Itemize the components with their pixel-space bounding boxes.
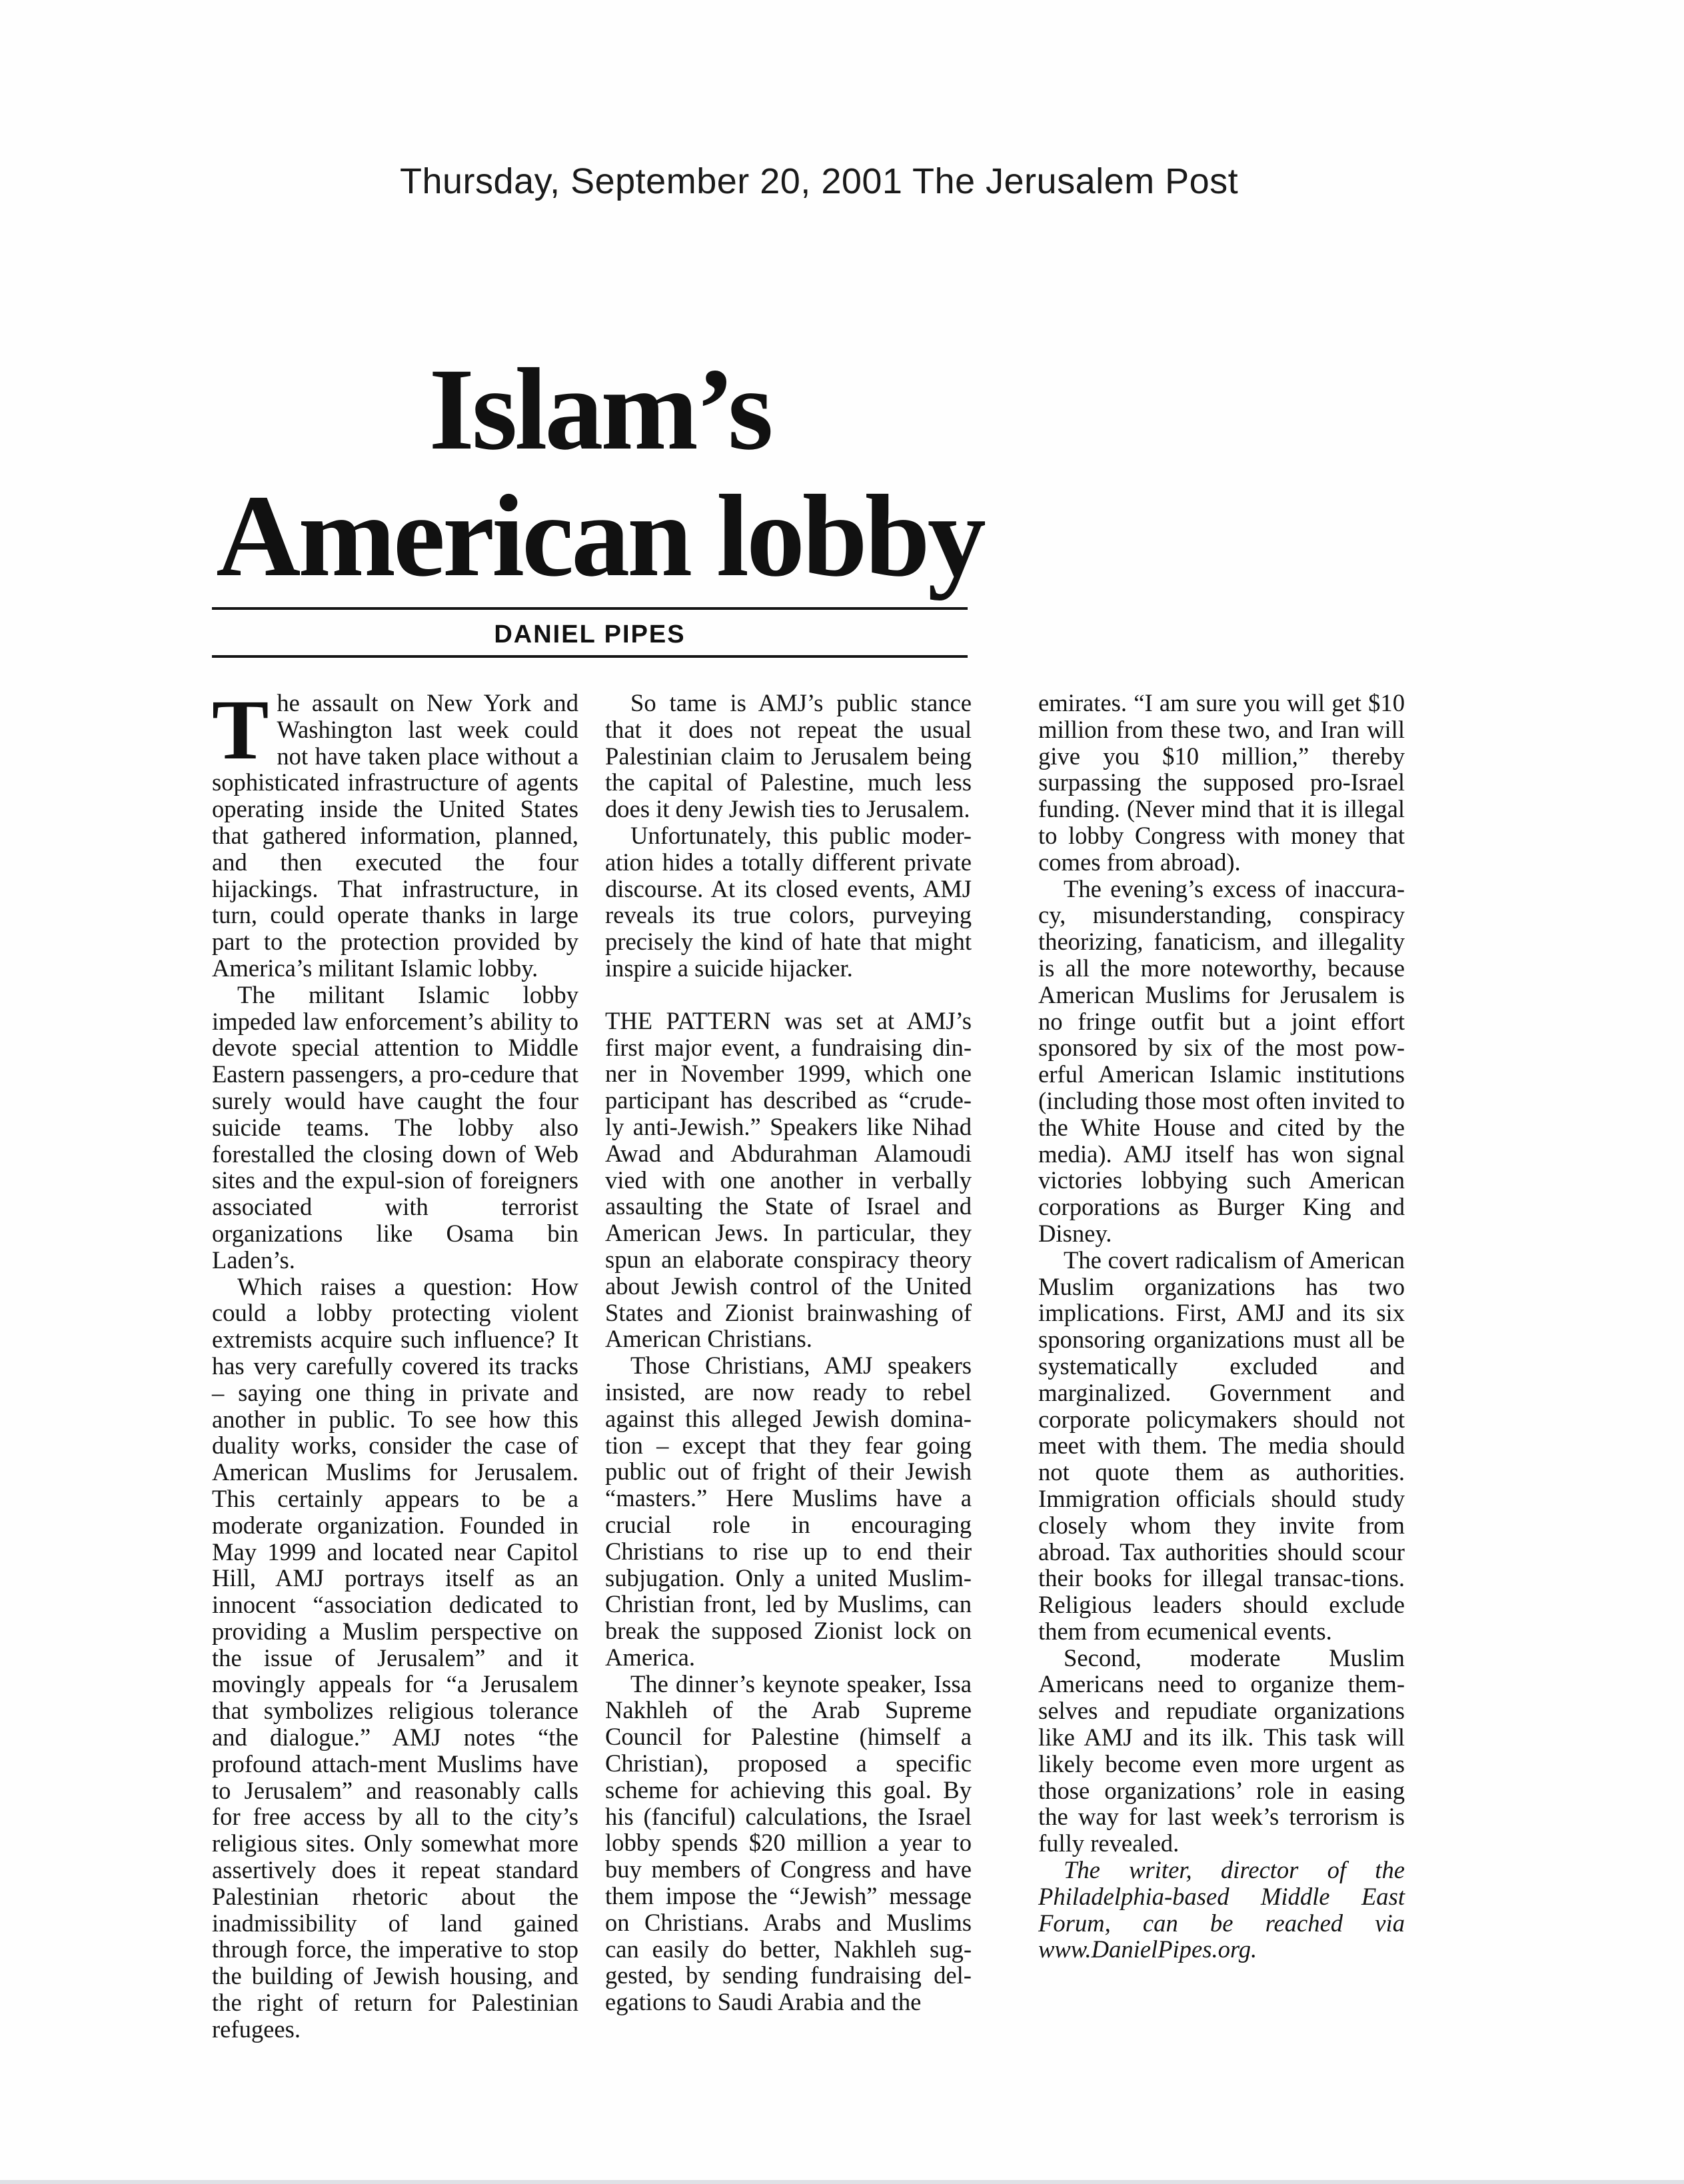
article-paragraph	[212, 682, 578, 982]
scan-edge	[0, 2180, 1684, 2184]
article-paragraph: emirates. “I am sure you will get $10 million from these two, and Iran will give you $10 million,” thereby surpassing the supposed pro-Israel funding. (Never mind that it is illegal to lobby Congress with money that comes from abroad).	[1038, 689, 1405, 876]
article-column-3	[1038, 690, 1405, 1963]
article-paragraph: The covert radicalism of American Muslim organizations has two implications. First, AMJ and its six sponsoring organizations must all be systematically excluded and marginalized. Government and corporate policymakers should not meet with them. The media should not quote them as authorities. Immigration officials should study closely whom they invite from abroad. Tax authorities should scour their books for illegal transac-tions. Religious leaders should exclude them from ecumenical events.	[1038, 1246, 1405, 1645]
headline-line-2: American lobby	[216, 471, 984, 601]
article-paragraph-text: he assault on New York and Washington last week could not have taken place without a sophisticated infrastructure of agents operating inside the United States that gathered information, planned, and then executed the four hijackings. That infrastructure, in turn, could operate thanks in large part to the protection provided by America’s militant Islamic lobby.	[212, 689, 578, 982]
byline: DANIEL PIPES	[494, 620, 686, 648]
drop-cap: T	[212, 682, 269, 777]
headline	[207, 347, 993, 600]
article-paragraph: The dinner’s keynote speaker, Issa Nakhleh of the Arab Supreme Council for Palestine (himself a Christian), proposed a specific scheme for achieving this goal. By his (fanciful) calculations, the Israel lobby spends $20 million a year to buy members of Congress and have them impose the “Jewish” message on Christians. Arabs and Muslims can easily do better, Nakhleh sug-gested, by sending fundraising del-egations to Saudi Arabia and the	[605, 1669, 972, 2016]
article-paragraph: The militant Islamic lobby impeded law enforcement’s ability to devote special attention to Middle Eastern passengers, a pro-cedure that surely would have caught the four suicide teams. The lobby also forestalled the closing down of Web sites and the expul-sion of foreigners associated with terrorist organizations like Osama bin Laden’s.	[212, 980, 578, 1274]
headline-line-1: Islam’s	[428, 345, 771, 475]
dateline: Thursday, September 20, 2001 The Jerusalem Post	[400, 161, 1239, 201]
byline-rule-top	[212, 607, 968, 610]
article-column-2	[605, 690, 972, 2015]
byline-rule-bottom	[212, 655, 968, 658]
article-column-1	[212, 682, 578, 2043]
article-paragraph: Second, moderate Muslim Americans need to organize them-selves and repudiate organizations like AMJ and its ilk. This task will likely become even more urgent as those organizations’ role in easing the way for last week’s terrorism is fully revealed.	[1038, 1643, 1405, 1857]
writer-note: The writer, director of the Philadelphia-based Middle East Forum, can be reached via www.DanielPipes.org.	[1038, 1856, 1405, 1963]
article-paragraph: Which raises a question: How could a lobby protecting violent extremists acquire such influence? It has very carefully covered its tracks – saying one thing in private and another in public. To see how this duality works, consider the case of American Muslims for Jerusalem. This certainly appears to be a moderate organization. Founded in May 1999 and located near Capitol Hill, AMJ portrays itself as an innocent “association dedicated to providing a Muslim perspective on the issue of Jerusalem” and it movingly appeals for “a Jerusalem that symbolizes religious tolerance and dialogue.” AMJ notes “the profound attach-ment Muslims have to Jerusalem” and reasonably calls for free access by all to the city’s religious sites. Only somewhat more assertively does it repeat standard Palestinian rhetoric about the inadmissibility of land gained through force, the imperative to stop the building of Jewish housing, and the right of return for Palestinian refugees.	[212, 1272, 578, 2043]
article-paragraph: The evening’s excess of inaccura-cy, misunderstanding, conspiracy theorizing, fanaticism, and illegality is all the more noteworthy, because American Muslims for Jerusalem is no fringe outfit but a joint effort sponsored by six of the most pow-erful American Islamic institutions (including those most often invited to the White House and cited by the media). AMJ itself has won signal victories lobbying such American corporations as Burger King and Disney.	[1038, 874, 1405, 1247]
article-section-lead: THE PATTERN was set at AMJ’s first major event, a fundraising din-ner in November 1999, which one participant has described as “crude-ly anti-Jewish.” Speakers like Nihad Awad and Abdurahman Alamoudi vied with one another in verbally assaulting the State of Israel and American Jews. In particular, they spun an elaborate conspiracy theory about Jewish control of the United States and Zionist brainwashing of American Christians.	[605, 1006, 972, 1353]
article-paragraph: So tame is AMJ’s public stance that it does not repeat the usual Palestinian claim to Jerusalem being the capital of Palestine, much less does it deny Jewish ties to Jerusalem.	[605, 689, 972, 823]
article-paragraph: Unfortunately, this public moder-ation hides a totally different private discourse. At its closed events, AMJ reveals its true colors, purveying precisely the kind of hate that might inspire a suicide hijacker.	[605, 821, 972, 982]
article-paragraph: Those Christians, AMJ speakers insisted, are now ready to rebel against this alleged Jewish domina-tion – except that they fear going public out of fright of their Jewish “masters.” Here Muslims have a crucial role in encouraging Christians to rise up to end their subjugation. Only a united Muslim-Christian front, led by Muslims, can break the supposed Zionist lock on America.	[605, 1352, 972, 1671]
